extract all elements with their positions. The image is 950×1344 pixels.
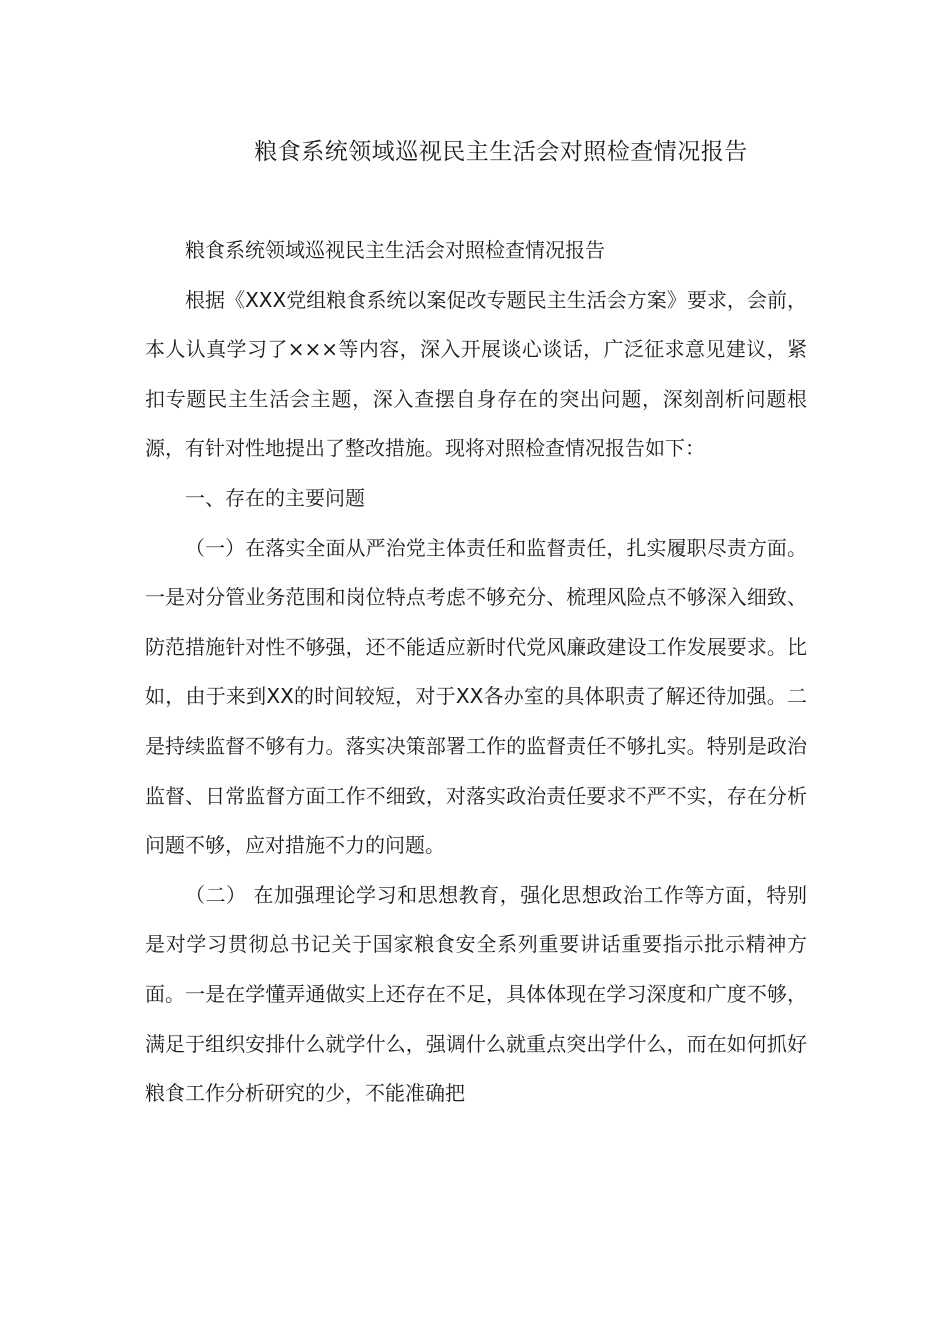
section-heading-main-problems: 一、存在的主要问题 <box>185 485 365 510</box>
body-paragraph-intro: 根据《XXX党组粮食系统以案促改专题民主生活会方案》要求，会前，本人认真学习了×××等内容，深入开展谈心谈话，广泛征求意见建议，紧扣专题民主生活会主题，深入查摆自身存在的突出问题，深刻剖析问题根源，有针对性地提出了整改措施。现将对照检查情况报告如下： <box>145 287 807 461</box>
document-title: 粮食系统领域巡视民主生活会对照检查情况报告 <box>254 139 748 165</box>
body-paragraph-subtitle: 粮食系统领域巡视民主生活会对照检查情况报告 <box>185 238 605 262</box>
body-paragraph-point-2: （二） 在加强理论学习和思想教育，强化思想政治工作等方面，特别是对学习贯彻总书记关于国家粮食安全系列重要讲话重要指示批示精神方面。一是在学懂弄通做实上还存在不足，具体体现在学习深度和广度不够，满足于组织安排什么就学什么，强调什么就重点突出学什么，而在如何抓好粮食工作分析研究的少，不能准确把 <box>145 882 807 1106</box>
document-body <box>145 226 807 1119</box>
body-paragraph-point-1: （一）在落实全面从严治党主体责任和监督责任，扎实履职尽责方面。一是对分管业务范围和岗位特点考虑不够充分、梳理风险点不够深入细致、防范措施针对性不够强，还不能适应新时代党风廉政建设工作发展要求。比如，由于来到XX的时间较短，对于XX各办室的具体职责了解还待加强。二是持续监督不够有力。落实决策部署工作的监督责任不够扎实。特别是政治监督、日常监督方面工作不细致，对落实政治责任要求不严不实，存在分析问题不够，应对措施不力的问题。 <box>145 535 807 858</box>
